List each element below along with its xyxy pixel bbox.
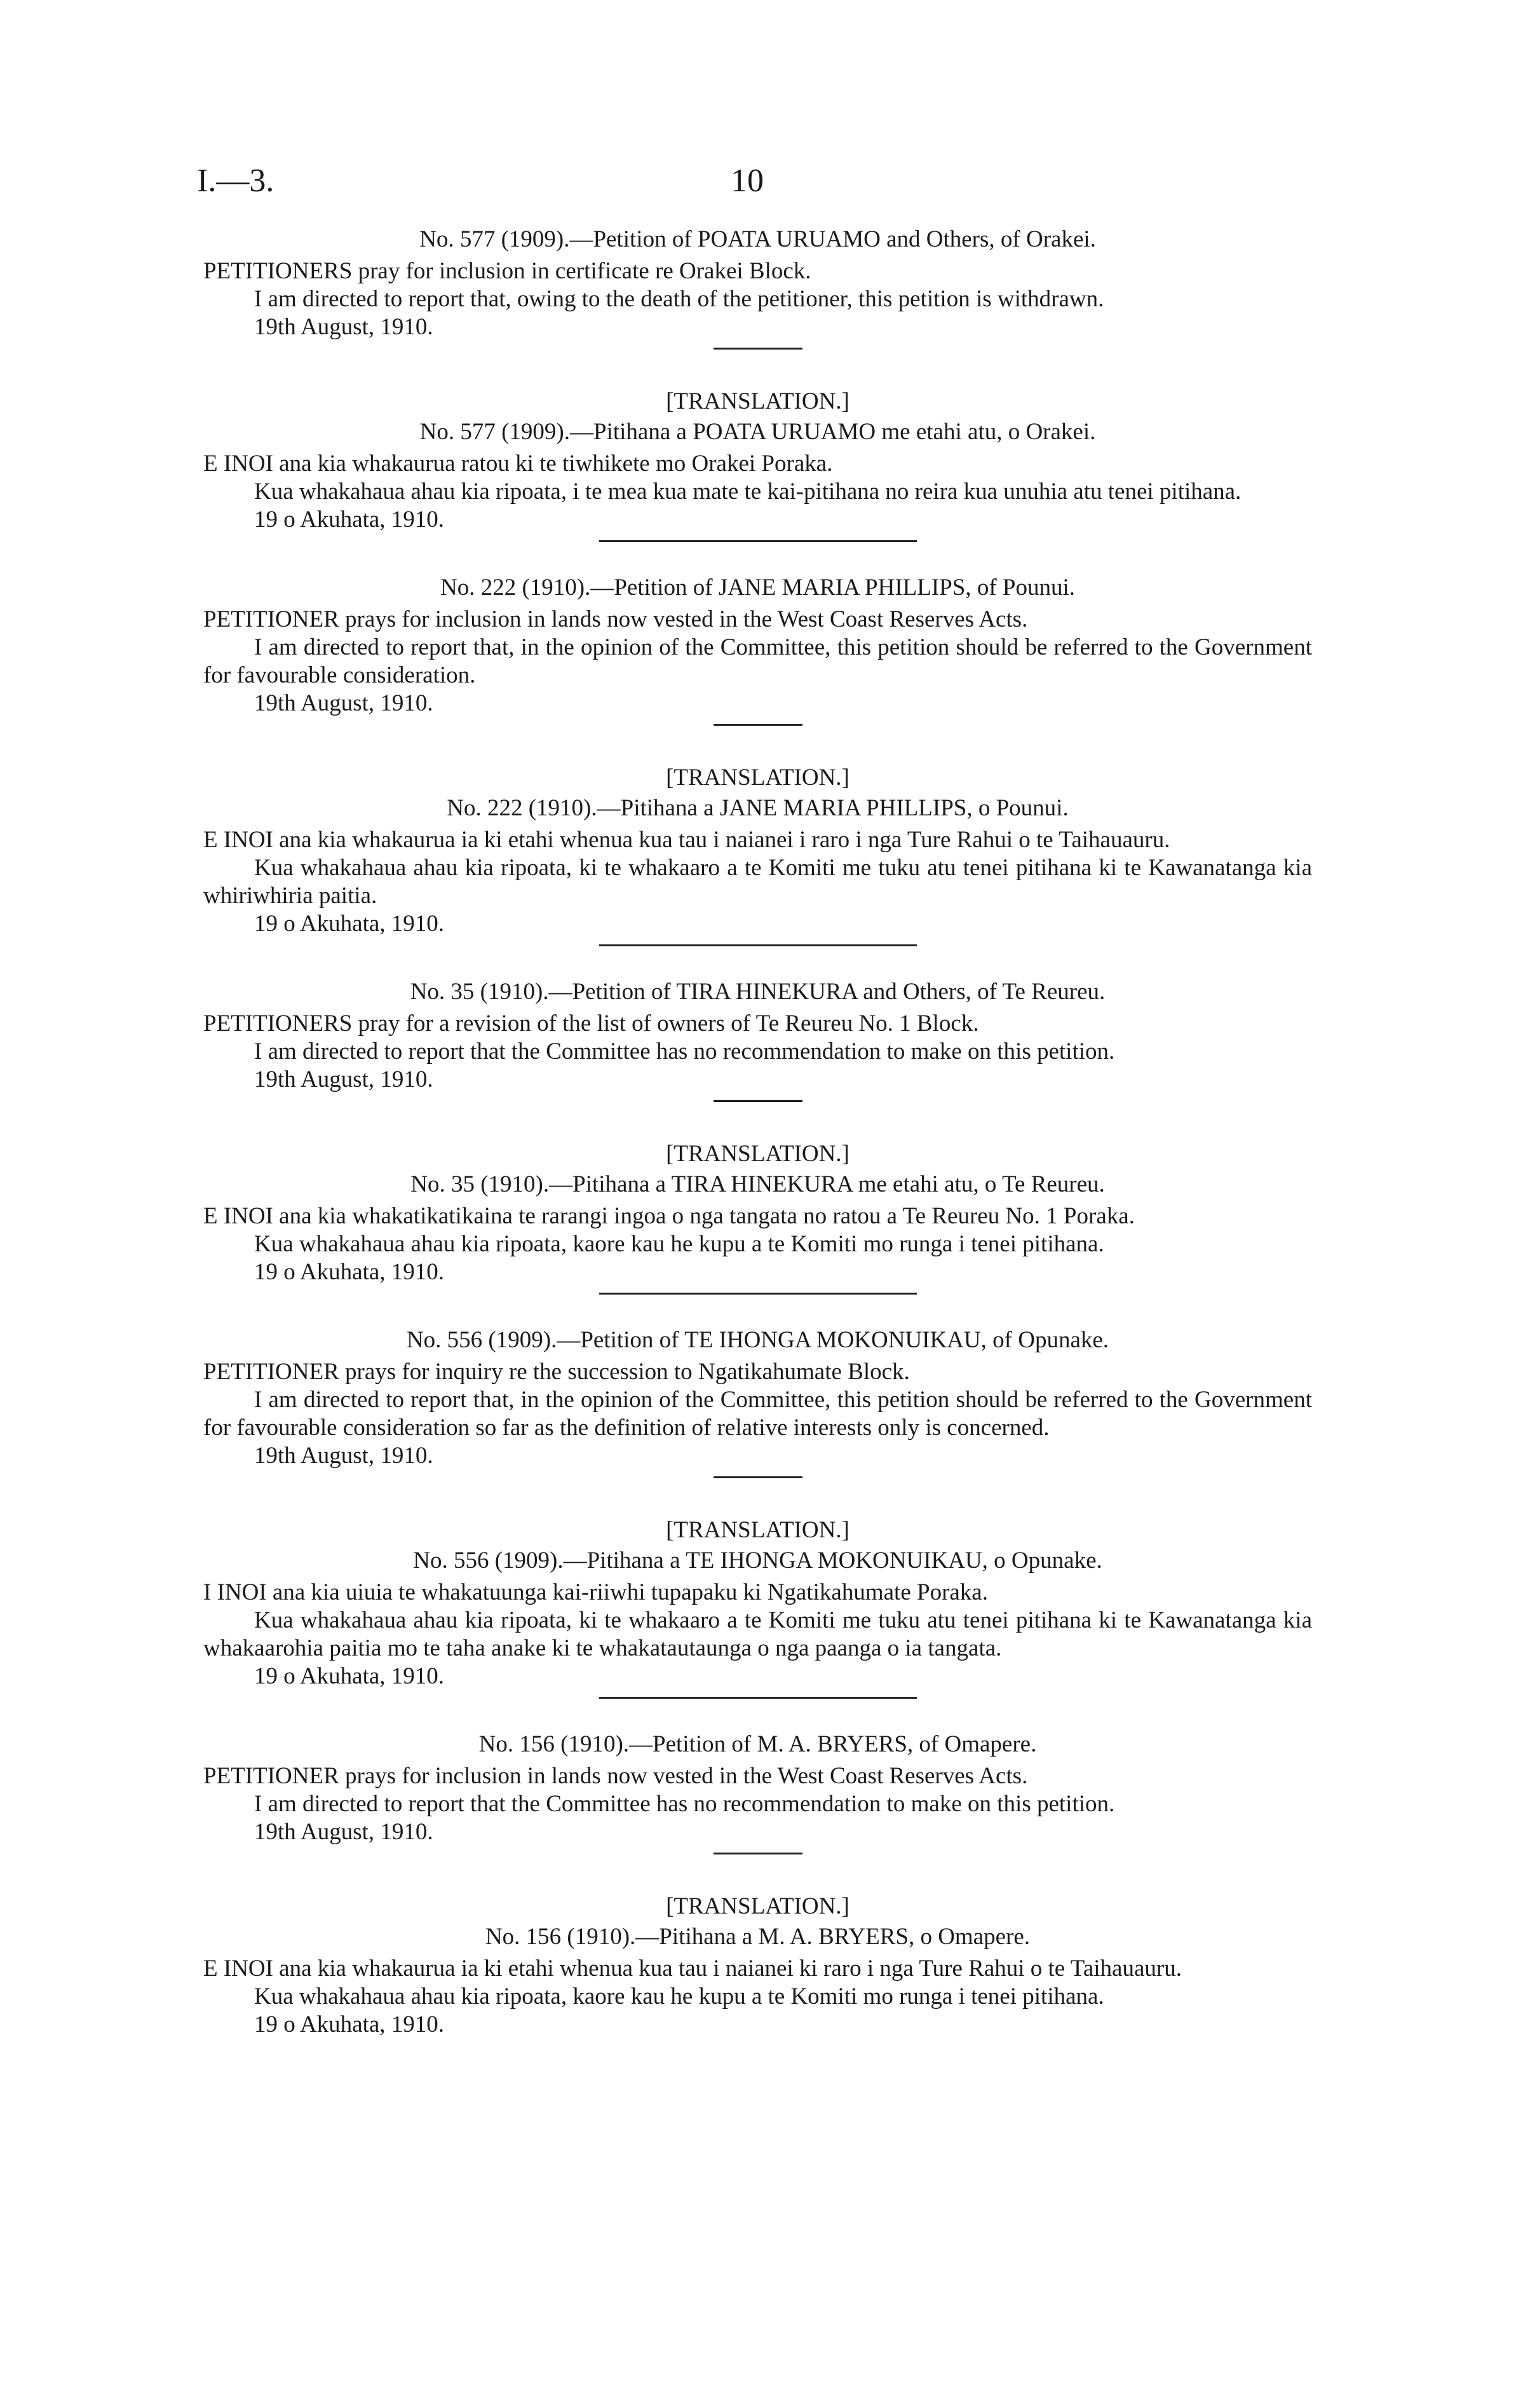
petition-section bbox=[203, 1731, 1312, 1854]
petition-prayer: I INOI ana kia uiuia te whakatuunga kai-riiwhi tupapaku ki Ngatikahumate Poraka. bbox=[203, 1579, 988, 1605]
petition-heading: No. 222 (1910).—Petition of JANE MARIA PHILLIPS, of Pounui. bbox=[440, 575, 1076, 601]
page-header bbox=[0, 162, 1516, 207]
report-date: 19 o Akuhata, 1910. bbox=[254, 507, 445, 533]
petition-prayer: E INOI ana kia whakaurua ia ki etahi whenua kua tau i naianei i raro i nga Ture Rahui o te Taihauauru. bbox=[203, 827, 1170, 853]
committee-report: Kua whakahaua ahau kia ripoata, kaore kau he kupu a te Komiti mo runga i tenei pitihana. bbox=[254, 1983, 1104, 2010]
petition-prayer: E INOI ana kia whakaurua ratou ki te tiwhikete mo Orakei Poraka. bbox=[203, 451, 833, 477]
translation-label: [TRANSLATION.] bbox=[666, 765, 849, 791]
report-date: 19th August, 1910. bbox=[254, 1066, 433, 1092]
section-divider bbox=[714, 1476, 802, 1478]
section-divider bbox=[714, 724, 802, 726]
petition-heading: No. 35 (1910).—Petition of TIRA HINEKURA and Others, of Te Reureu. bbox=[410, 979, 1106, 1005]
report-date: 19th August, 1910. bbox=[254, 314, 433, 340]
petition-section bbox=[203, 978, 1312, 1102]
report-date: 19th August, 1910. bbox=[254, 1819, 433, 1845]
document-body bbox=[203, 226, 1312, 2039]
section-divider bbox=[599, 944, 917, 946]
petition-heading: No. 577 (1909).—Pitihana a POATA URUAMO me etahi atu, o Orakei. bbox=[419, 419, 1096, 445]
committee-report: I am directed to report that the Committee has no recommendation to make on this petition. bbox=[254, 1791, 1115, 1817]
petition-prayer: PETITIONERS pray for inclusion in certificate re Orakei Block. bbox=[203, 258, 811, 284]
petition-section bbox=[203, 1326, 1312, 1478]
petition-heading: No. 556 (1909).—Pitihana a TE IHONGA MOKONUIKAU, o Opunake. bbox=[413, 1548, 1102, 1574]
committee-report: Kua whakahaua ahau kia ripoata, kaore kau he kupu a te Komiti mo runga i tenei pitihana. bbox=[254, 1231, 1104, 1257]
committee-report: I am directed to report that, owing to the death of the petitioner, this petition is withdrawn. bbox=[254, 286, 1104, 312]
petition-prayer: E INOI ana kia whakaurua ia ki etahi whenua kua tau i naianei ki raro i nga Ture Rahui o te Taihauauru. bbox=[203, 1956, 1182, 1982]
document-reference: I.—3. bbox=[197, 163, 274, 199]
translation-label: [TRANSLATION.] bbox=[666, 1893, 849, 1919]
section-divider bbox=[714, 1853, 802, 1854]
committee-report: I am directed to report that the Committee has no recommendation to make on this petition. bbox=[254, 1038, 1115, 1065]
petition-heading: No. 222 (1910).—Pitihana a JANE MARIA PHILLIPS, o Pounui. bbox=[447, 795, 1069, 821]
report-date: 19 o Akuhata, 1910. bbox=[254, 911, 445, 937]
translation-section bbox=[203, 1140, 1312, 1295]
petition-heading: No. 156 (1910).—Petition of M. A. BRYERS, of Omapere. bbox=[478, 1731, 1037, 1757]
committee-report: Kua whakahaua ahau kia ripoata, ki te whakaaro a te Komiti me tuku atu tenei pitihana ki te Kawanatanga kia whakaarohia paitia mo te taha anake ki te whakatautaunga o nga paanga o ia tangata. bbox=[203, 1607, 1312, 1661]
report-date: 19 o Akuhata, 1910. bbox=[254, 1259, 445, 1285]
petition-heading: No. 556 (1909).—Petition of TE IHONGA MOKONUIKAU, of Opunake. bbox=[406, 1327, 1109, 1353]
petition-heading: No. 156 (1910).—Pitihana a M. A. BRYERS, o Omapere. bbox=[485, 1924, 1031, 1950]
committee-report: I am directed to report that, in the opinion of the Committee, this petition should be referred to the Government for favourable consideration so far as the definition of relative interests only is concerned. bbox=[203, 1387, 1312, 1441]
translation-label: [TRANSLATION.] bbox=[666, 1141, 849, 1167]
petition-section bbox=[203, 574, 1312, 726]
petition-heading: No. 577 (1909).—Petition of POATA URUAMO and Others, of Orakei. bbox=[419, 226, 1096, 252]
petition-heading: No. 35 (1910).—Pitihana a TIRA HINEKURA me etahi atu, o Te Reureu. bbox=[410, 1171, 1105, 1197]
report-date: 19th August, 1910. bbox=[254, 690, 433, 716]
report-date: 19 o Akuhata, 1910. bbox=[254, 2011, 445, 2037]
report-date: 19th August, 1910. bbox=[254, 1443, 433, 1469]
translation-section bbox=[203, 1893, 1312, 2039]
petition-prayer: PETITIONER prays for inquiry re the succession to Ngatikahumate Block. bbox=[203, 1359, 910, 1385]
petition-section bbox=[203, 226, 1312, 350]
section-divider bbox=[599, 1697, 917, 1699]
page-number: 10 bbox=[731, 163, 764, 199]
committee-report: I am directed to report that, in the opinion of the Committee, this petition should be referred to the Government for favourable consideration. bbox=[203, 634, 1312, 688]
section-divider bbox=[714, 348, 802, 350]
section-divider bbox=[599, 540, 917, 542]
report-date: 19 o Akuhata, 1910. bbox=[254, 1663, 445, 1689]
section-divider bbox=[599, 1293, 917, 1295]
translation-section bbox=[203, 1516, 1312, 1699]
translation-section bbox=[203, 764, 1312, 946]
committee-report: Kua whakahaua ahau kia ripoata, ki te whakaaro a te Komiti me tuku atu tenei pitihana ki te Kawanatanga kia whiriwhiria paitia. bbox=[203, 855, 1312, 909]
petition-prayer: PETITIONER prays for inclusion in lands now vested in the West Coast Reserves Acts. bbox=[203, 1763, 1028, 1789]
translation-section bbox=[203, 388, 1312, 542]
section-divider bbox=[714, 1100, 802, 1102]
translation-label: [TRANSLATION.] bbox=[666, 1517, 849, 1543]
petition-prayer: E INOI ana kia whakatikatikaina te rarangi ingoa o nga tangata no ratou a Te Reureu No. 1 Poraka. bbox=[203, 1203, 1135, 1229]
translation-label: [TRANSLATION.] bbox=[666, 388, 849, 414]
committee-report: Kua whakahaua ahau kia ripoata, i te mea kua mate te kai-pitihana no reira kua unuhia atu tenei pitihana. bbox=[254, 479, 1242, 505]
petition-prayer: PETITIONERS pray for a revision of the list of owners of Te Reureu No. 1 Block. bbox=[203, 1010, 979, 1037]
petition-prayer: PETITIONER prays for inclusion in lands now vested in the West Coast Reserves Acts. bbox=[203, 606, 1028, 632]
